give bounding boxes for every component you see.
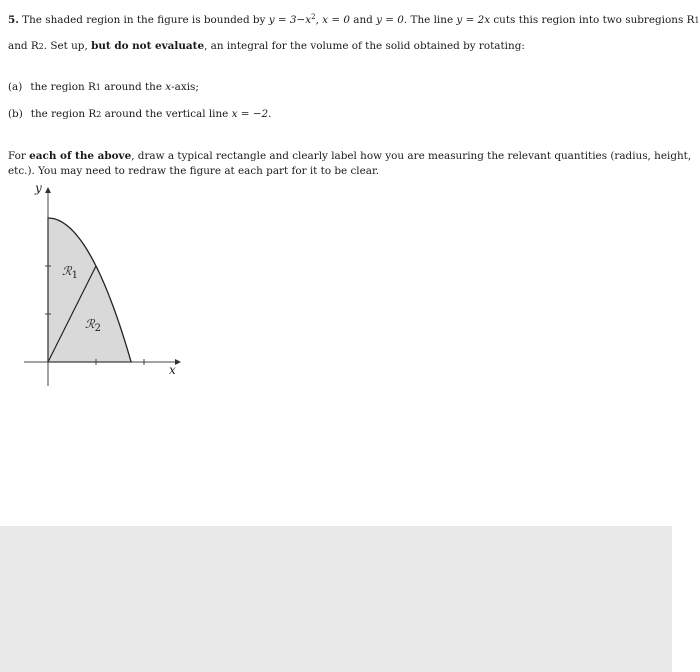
emphasis-do-not-evaluate: but do not evaluate <box>91 40 205 52</box>
equation-line: y = 2x <box>456 14 491 26</box>
instruction-line-2: etc.). You may need to redraw the figure at each part for it to be clear. <box>8 165 380 177</box>
region-figure <box>22 180 192 390</box>
problem-number: 5. <box>8 14 19 26</box>
region-r2-label: ℛ$_2$ <box>85 317 101 334</box>
equation-y-zero: y = 0 <box>376 14 404 26</box>
emphasis-each-of-above: each of the above <box>29 150 132 162</box>
equation-x-zero: x = 0 <box>322 14 350 26</box>
x-axis-label: x <box>169 363 176 377</box>
instruction-line-1: For each of the above, draw a typical rectangle and clearly label how you are measuring the relevant quantities (radius, height, <box>8 150 692 162</box>
region-r1-label: ℛ$_1$ <box>62 264 78 281</box>
part-a-label: (a) <box>8 81 23 93</box>
page-footer-area <box>0 526 672 672</box>
problem-statement-line-1: 5. The shaded region in the figure is bounded by $y = 3-x^2$, x = 0 and y = 0. The line y = 2x cuts this region into two subregions R1 <box>8 13 700 26</box>
shaded-region <box>48 218 131 362</box>
y-axis-label: y <box>35 181 42 195</box>
equation-curve: y = 3−x <box>268 14 312 26</box>
problem-statement-line-2: and R2. Set up, but do not evaluate, an integral for the volume of the solid obtained by rotating: <box>8 40 525 52</box>
part-a: (a) the region R1 around the x-axis; <box>8 81 199 93</box>
part-b: (b) the region R2 around the vertical line x = −2. <box>8 108 272 120</box>
part-b-label: (b) <box>8 108 23 120</box>
